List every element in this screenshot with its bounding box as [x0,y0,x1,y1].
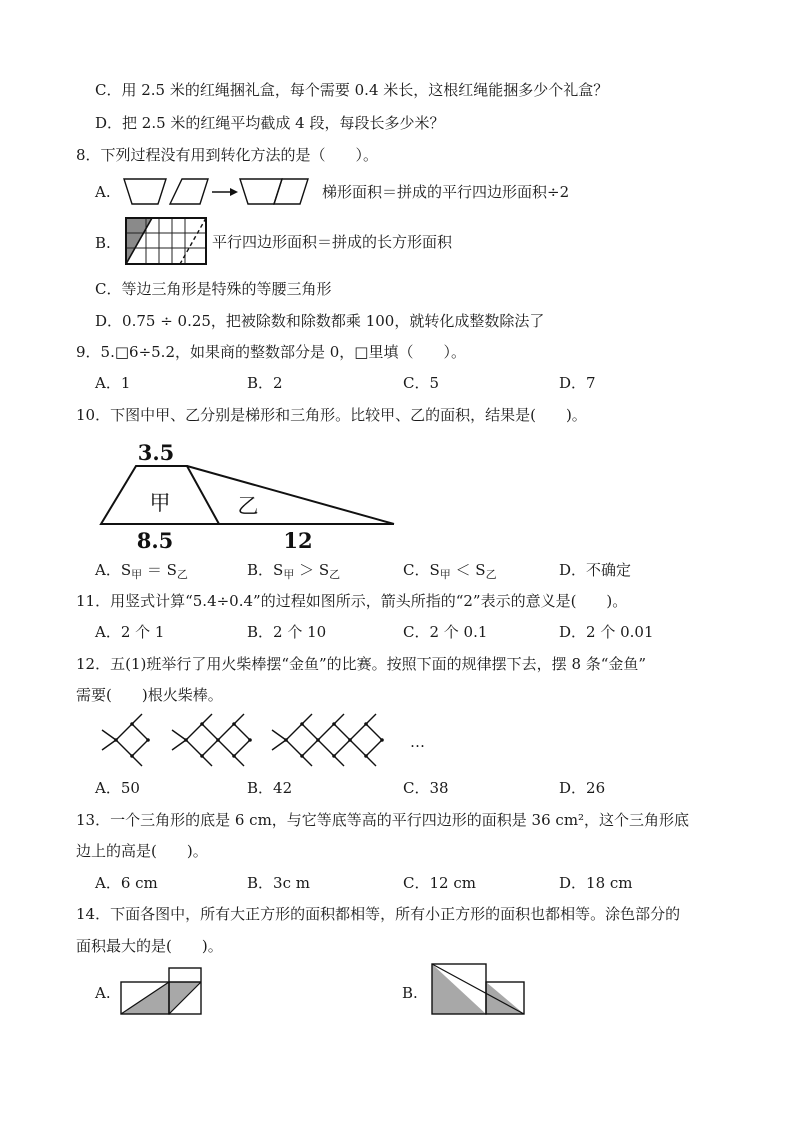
matchstick [334,756,344,766]
q13-stem-line1: 13．一个三角形的底是 6 cm，与它等底等高的平行四边形的面积是 36 cm²，这个三角形底 [76,811,690,829]
matchstick [366,740,382,756]
matchstick [218,740,234,756]
q8-option-d: D．0.75 ÷ 0.25，把被除数和除数都乘 100，就转化成整数除法了 [95,312,545,330]
q12-ellipsis: … [410,733,425,751]
matchstick [334,714,344,724]
matchstick [172,730,186,740]
q8-option-a-text: 梯形面积＝拼成的平行四边形面积÷2 [322,183,570,201]
matchstick [186,724,202,740]
q10-label-bottom-left: 8.5 [136,528,174,553]
q10-option-d: D．不确定 [559,561,632,579]
q10-option-c: C．$S_甲 < S_乙$ [403,561,497,581]
q10-label-jia: 甲 [149,491,171,515]
q10-option-a: A．$S_甲 = S_乙$ [95,561,188,581]
q13-option-a: A．6 cm [95,874,158,892]
q10-trapezoid-triangle-figure [98,440,398,555]
matchstick [366,724,382,740]
q12-option-d: D．26 [559,779,606,797]
q11-option-c: C．2 个 0.1 [403,623,488,641]
matchstick [286,740,302,756]
q14-stem-line1: 14．下面各图中，所有大正方形的面积都相等，所有小正方形的面积也都相等。涂色部分的 [76,905,681,923]
q10-label-yi: 乙 [237,494,259,518]
matchstick [286,724,302,740]
q14-stem-line2: 面积最大的是( )。 [76,937,223,955]
matchstick [366,714,376,724]
q11-stem: 11．用竖式计算“5.4÷0.4”的过程如图所示，箭头所指的“2”表示的意义是( )。 [76,592,628,610]
matchstick [218,724,234,740]
q13-option-c: C．12 cm [403,874,476,892]
matchstick [272,730,286,740]
q9-option-a: A．1 [95,374,131,392]
matchstick [350,724,366,740]
matchstick [102,740,116,750]
matchstick [102,730,116,740]
matchstick [302,724,318,740]
q11-option-b: B．2 个 10 [247,623,327,641]
matchstick [234,756,244,766]
q9-option-d: D．7 [559,374,596,392]
q14-figure-b [432,962,528,1018]
matchstick [350,740,366,756]
q10-option-b: B．$S_甲 > S_乙$ [247,561,341,581]
q14-option-a-letter: A. [95,984,111,1002]
q8-option-a-letter: A. [95,183,111,201]
q8-parallelogram-grid-figure [126,218,210,266]
q12-matchstick-fish-figure [100,712,420,772]
q14-option-b-letter: B. [402,984,418,1002]
q14-figure-a [121,968,213,1018]
q12-option-c: C．38 [403,779,449,797]
matchstick [202,724,218,740]
q10-label-bottom-right: 12 [283,528,313,553]
matchstick [318,724,334,740]
q8-trapezoid-transform-figure [120,176,320,208]
matchstick [172,740,186,750]
q7-option-d: D．把 2.5 米的红绳平均截成 4 段，每段长多少米？ [95,114,445,132]
matchstick [234,740,250,756]
matchstick [202,714,212,724]
q8-option-c: C．等边三角形是特殊的等腰三角形 [95,280,332,298]
q7-option-c: C．用 2.5 米的红绳捆礼盒，每个需要 0.4 米长，这根红绳能捆多少个礼盒？ [95,81,609,99]
q8-option-b-letter: B. [95,234,111,252]
matchstick [132,756,142,766]
q12-option-b: B．42 [247,779,293,797]
q13-option-b: B．3c m [247,874,310,892]
matchstick [202,756,212,766]
matchstick [272,740,286,750]
matchstick [116,740,132,756]
matchstick [132,714,142,724]
q11-option-a: A．2 个 1 [95,623,165,641]
matchstick [334,740,350,756]
matchstick [132,724,148,740]
matchstick [334,724,350,740]
matchstick [318,740,334,756]
q13-stem-line2: 边上的高是( )。 [76,842,208,860]
matchstick [202,740,218,756]
q12-option-a: A．50 [95,779,140,797]
q12-stem-line1: 12．五(1)班举行了用火柴棒摆“金鱼”的比赛。按照下面的规律摆下去，摆 8 条“金鱼” [76,655,647,673]
matchstick [234,724,250,740]
matchstick [302,714,312,724]
q11-option-d: D．2 个 0.01 [559,623,654,641]
matchstick [186,740,202,756]
matchstick [234,714,244,724]
q13-option-d: D．18 cm [559,874,633,892]
matchstick [132,740,148,756]
q8-option-b-text: 平行四边形面积＝拼成的长方形面积 [212,233,453,251]
q8-stem: 8．下列过程没有用到转化方法的是（ ）。 [76,146,379,164]
q10-stem: 10．下图中甲、乙分别是梯形和三角形。比较甲、乙的面积，结果是( )。 [76,406,587,424]
matchstick [366,756,376,766]
q9-option-b: B．2 [247,374,283,392]
matchstick [116,724,132,740]
q10-label-top: 3.5 [137,440,175,465]
matchstick [302,756,312,766]
q12-stem-line2: 需要( )根火柴棒。 [76,686,223,704]
q9-stem: 9．5.□6÷5.2，如果商的整数部分是 0，□里填（ ）。 [76,343,466,361]
q9-option-c: C．5 [403,374,440,392]
matchstick [302,740,318,756]
